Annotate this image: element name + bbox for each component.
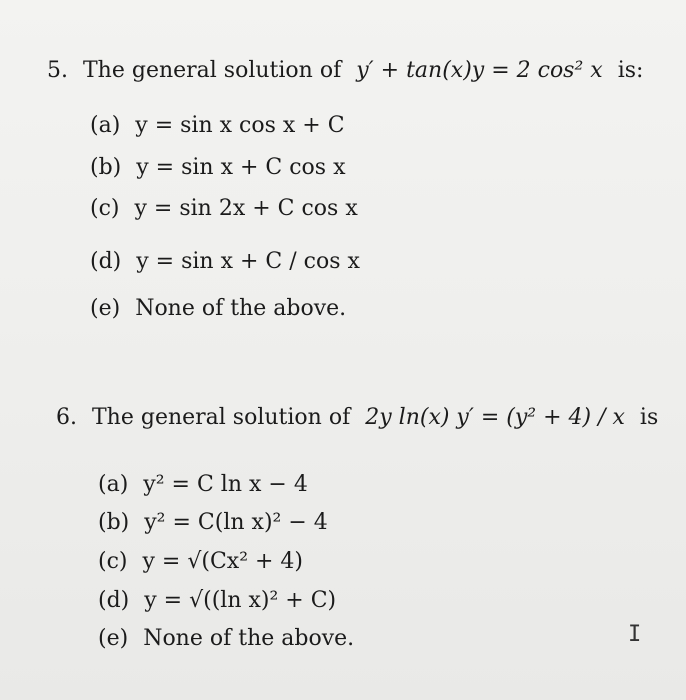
q6-option-letter: (c): [98, 549, 128, 574]
q6-suffix: is: [639, 405, 659, 430]
q5-option-letter: (e): [90, 296, 121, 321]
q5-option-text: y = sin x + C / cos x: [136, 249, 360, 274]
q5-prompt: The general solution of: [83, 58, 342, 83]
q6-option-text: y = √(Cx² + 4): [142, 549, 304, 574]
q6-option-letter: (a): [98, 472, 129, 497]
q6-option-text: y² = C(ln x)² − 4: [144, 510, 328, 535]
q5-option-letter: (d): [90, 249, 122, 274]
q6-stem: [56, 405, 658, 431]
q5-option-letter: (c): [90, 196, 120, 221]
q5-suffix: is:: [617, 58, 644, 83]
q5-option-text: y = sin x cos x + C: [135, 113, 345, 138]
q6-equation: 2y ln(x) y′ = (y² + 4) / x: [365, 405, 625, 430]
q6-option-letter: (b): [98, 510, 130, 535]
q6-option-letter: (d): [98, 588, 130, 613]
q5-option-text: None of the above.: [135, 296, 347, 321]
q5-option-c: [90, 196, 358, 222]
q6-option-a: [98, 472, 308, 498]
q5-option-d: [90, 249, 360, 275]
q6-option-b: [98, 510, 328, 536]
q6-prompt: The general solution of: [92, 405, 351, 430]
q6-option-letter: (e): [98, 626, 129, 651]
q5-option-e: [90, 296, 346, 322]
q6-option-text: y² = C ln x − 4: [143, 472, 308, 497]
q5-option-text: y = sin 2x + C cos x: [134, 196, 358, 221]
q5-number: 5.: [47, 58, 68, 83]
q5-equation: y′ + tan(x)y = 2 cos² x: [356, 58, 603, 83]
q6-option-c: [98, 549, 303, 575]
q5-option-letter: (b): [90, 155, 122, 180]
q5-option-b: [90, 155, 346, 181]
q5-option-a: [90, 113, 345, 139]
q6-option-text: y = √((ln x)² + C): [144, 588, 337, 613]
q6-option-e: [98, 626, 354, 652]
q5-stem: [47, 58, 643, 84]
q5-option-letter: (a): [90, 113, 121, 138]
q6-option-text: None of the above.: [143, 626, 355, 651]
q5-option-text: y = sin x + C cos x: [136, 155, 346, 180]
text-cursor-icon: I: [628, 622, 642, 647]
q6-number: 6.: [56, 405, 77, 430]
q6-option-d: [98, 588, 336, 614]
